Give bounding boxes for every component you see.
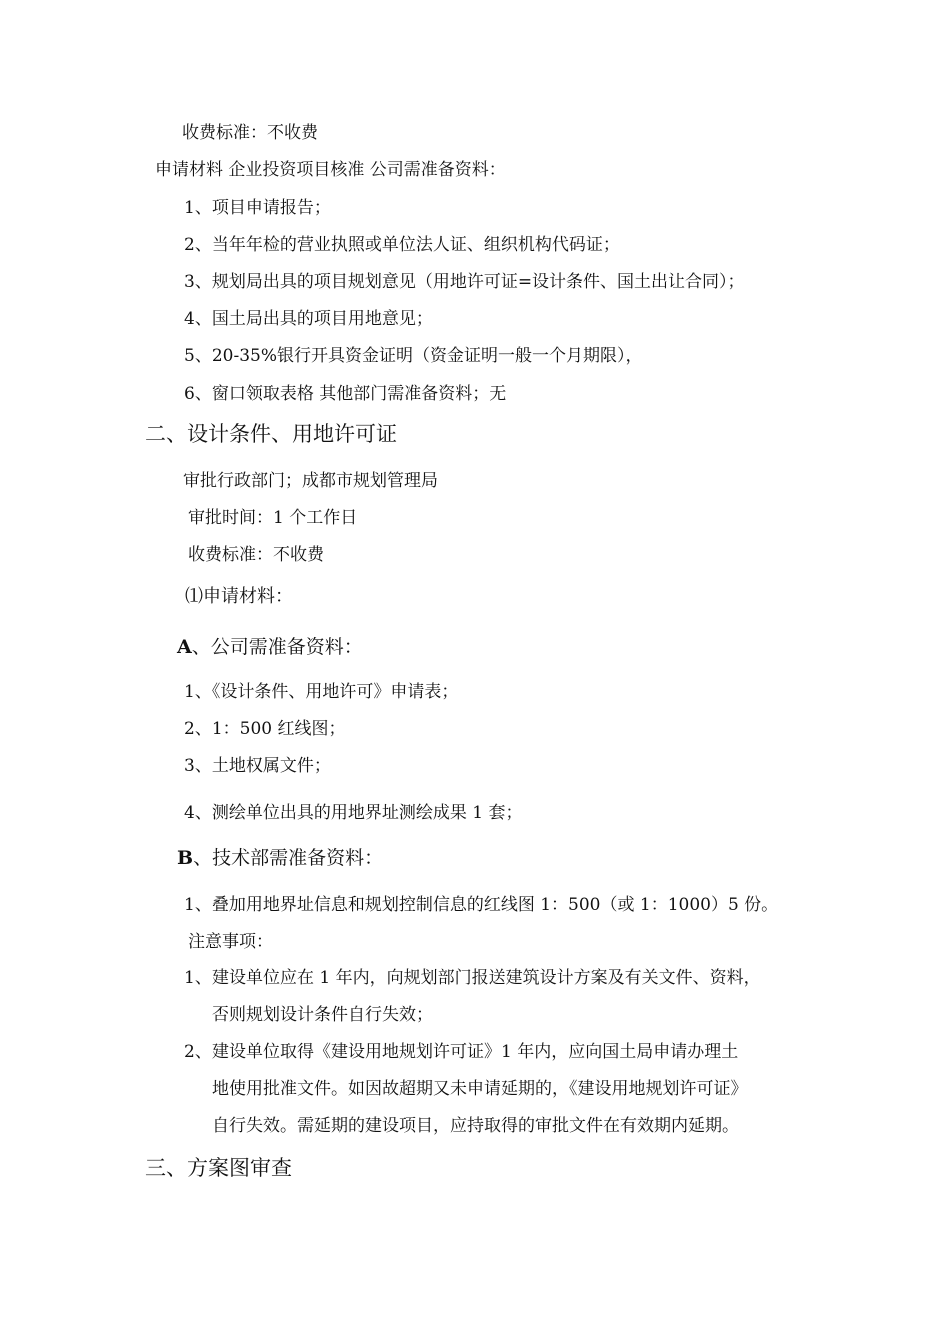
note-body	[212, 960, 761, 1034]
note-number: 2、	[184, 1042, 212, 1062]
subsection-b-label: 、技术部需准备资料：	[193, 847, 384, 869]
note-body	[212, 1034, 748, 1145]
list-item: 3、规划局出具的项目规划意见（用地许可证=设计条件、国土出让合同）；	[184, 272, 745, 292]
approval-dept: 审批行政部门；成都市规划管理局	[183, 471, 438, 491]
approval-time: 审批时间：1 个工作日	[188, 508, 358, 528]
section-heading-3: 三、方案图审查	[145, 1156, 292, 1180]
materials-label: ⑴申请材料：	[185, 586, 293, 607]
subsection-b-heading	[177, 845, 383, 871]
fee-standard-1: 收费标准：不收费	[182, 123, 318, 143]
list-item: 2、1：500 红线图；	[184, 719, 346, 739]
notes-label: 注意事项：	[188, 932, 273, 952]
subsection-a-letter: A	[177, 636, 192, 658]
subsection-b-letter: B	[177, 847, 194, 869]
note-line: 建设单位应在 1 年内，向规划部门报送建筑设计方案及有关文件、资料，	[212, 968, 761, 988]
subsection-a-label: 、公司需准备资料：	[191, 636, 363, 658]
list-item: 4、国土局出具的项目用地意见；	[184, 309, 433, 329]
note-item-1	[184, 960, 824, 1034]
subsection-a-heading	[177, 634, 363, 660]
list-item: 1、叠加用地界址信息和规划控制信息的红线图 1：500（或 1：1000）5 份。	[184, 895, 779, 915]
section-heading-2: 二、设计条件、用地许可证	[145, 422, 397, 446]
note-line: 否则规划设计条件自行失效；	[212, 1005, 433, 1025]
list-item: 4、测绘单位出具的用地界址测绘成果 1 套；	[184, 803, 523, 823]
fee-standard-2: 收费标准：不收费	[188, 545, 324, 565]
note-number: 1、	[184, 968, 212, 988]
list-item: 1、项目申请报告；	[184, 198, 331, 218]
note-line: 自行失效。需延期的建设项目，应持取得的审批文件在有效期内延期。	[212, 1116, 739, 1136]
materials-intro: 申请材料 企业投资项目核准 公司需准备资料：	[155, 160, 506, 180]
list-item: 1、《设计条件、用地许可》申请表；	[184, 682, 459, 702]
list-item: 3、土地权属文件；	[184, 756, 331, 776]
note-line: 建设单位取得《建设用地规划许可证》1 年内，应向国土局申请办理土	[212, 1042, 739, 1062]
list-item: 6、窗口领取表格 其他部门需准备资料；无	[184, 384, 507, 404]
list-item: 5、20-35%银行开具资金证明（资金证明一般一个月期限），	[184, 346, 643, 366]
note-item-2	[184, 1034, 824, 1145]
note-line: 地使用批准文件。如因故超期又未申请延期的，《建设用地规划许可证》	[212, 1079, 748, 1099]
list-item: 2、当年年检的营业执照或单位法人证、组织机构代码证；	[184, 235, 620, 255]
